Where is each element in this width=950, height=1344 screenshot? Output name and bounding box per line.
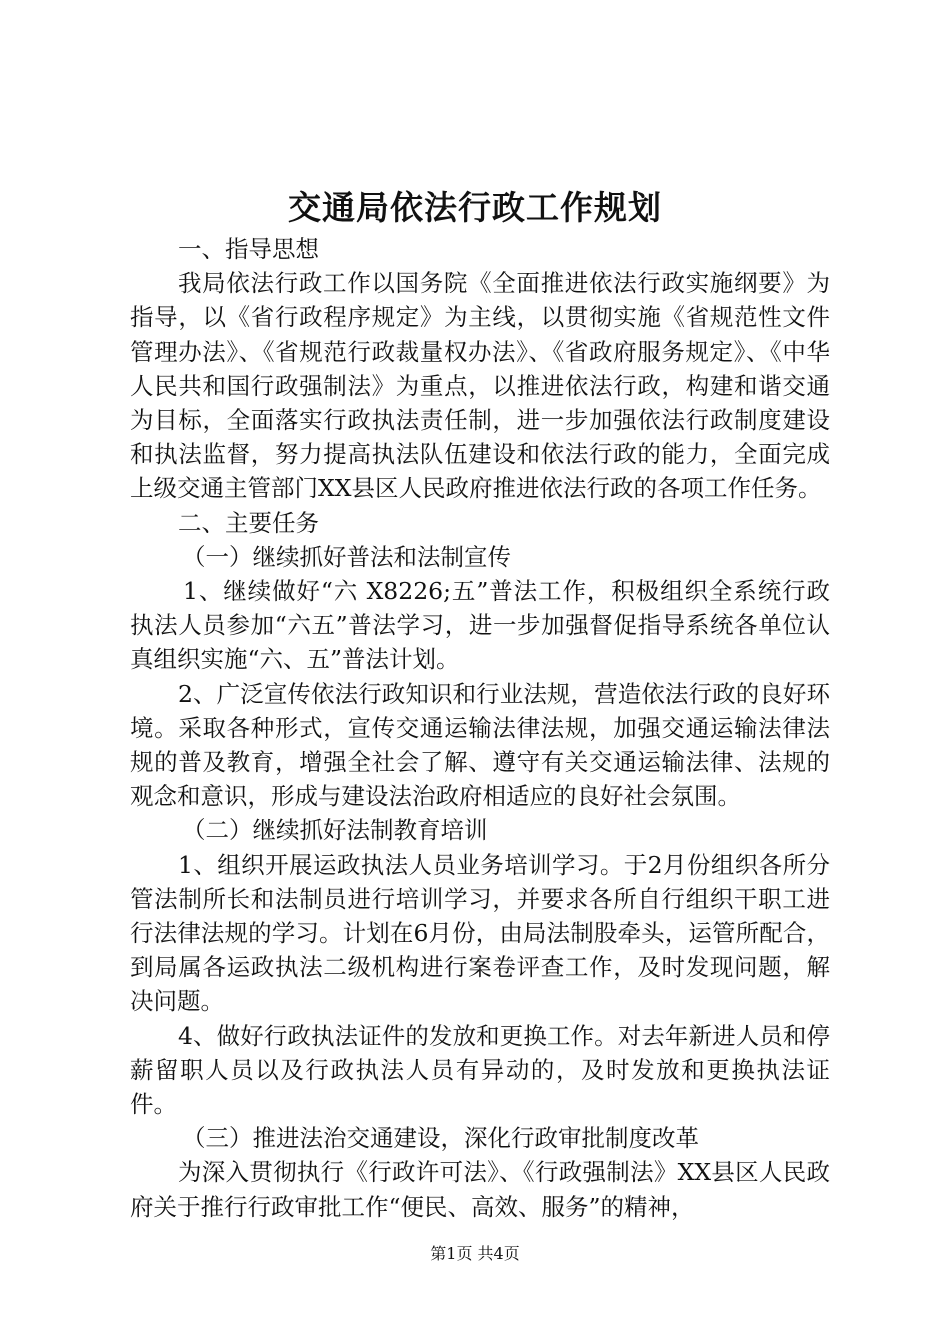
section-heading: 一、指导思想 <box>178 235 319 263</box>
body-paragraph: 2、广泛宣传依法行政知识和行业法规，营造依法行政的良好环境。采取各种形式，宣传交通运输法律法规，加强交通运输法律法规的普及教育，增强全社会了解、遵守有关交通运输法律、法规的观念和意识，形成与建设法治政府相适应的良好社会氛围。 <box>130 679 830 811</box>
page-footer: 第1页 共4页 <box>430 1244 520 1263</box>
document-title: 交通局依法行政工作规划 <box>288 188 662 227</box>
body-paragraph: 1、继续做好“六 X8226;五”普法工作，积极组织全系统行政执法人员参加“六五”普法学习，进一步加强督促指导系统各单位认真组织实施“六、五”普法计划。 <box>130 577 830 674</box>
body-paragraph: 我局依法行政工作以国务院《全面推进依法行政实施纲要》为指导，以《省行政程序规定》为主线，以贯彻实施《省规范性文件管理办法》、《省规范行政裁量权办法》、《省政府服务规定》、《中华人民共和国行政强制法》为重点，以推进依法行政，构建和谐交通为目标，全面落实行政执法责任制，进一步加强依法行政制度建设和执法监督，努力提高执法队伍建设和依法行政的能力，全面完成上级交通主管部门XX县区人民政府推进依法行政的各项工作任务。 <box>130 269 830 503</box>
subsection-heading: （二）继续抓好法制教育培训 <box>182 816 488 845</box>
body-paragraph: 1、组织开展运政执法人员业务培训学习。于2月份组织各所分管法制所长和法制员进行培训学习，并要求各所自行组织干职工进行法律法规的学习。计划在6月份，由局法制股牵头，运管所配合，到局属各运政执法二级机构进行案卷评查工作，及时发现问题，解决问题。 <box>130 850 830 1016</box>
body-paragraph: 为深入贯彻执行《行政许可法》、《行政强制法》XX县区人民政府关于推行行政审批工作“便民、高效、服务”的精神， <box>130 1158 830 1221</box>
subsection-heading: （三）推进法治交通建设，深化行政审批制度改革 <box>182 1124 699 1153</box>
body-paragraph: 4、做好行政执法证件的发放和更换工作。对去年新进人员和停薪留职人员以及行政执法人员有异动的，及时发放和更换执法证件。 <box>130 1021 830 1119</box>
document-body <box>130 232 830 1224</box>
section-heading: 二、主要任务 <box>178 508 319 537</box>
subsection-heading: （一）继续抓好普法和法制宣传 <box>182 542 511 571</box>
